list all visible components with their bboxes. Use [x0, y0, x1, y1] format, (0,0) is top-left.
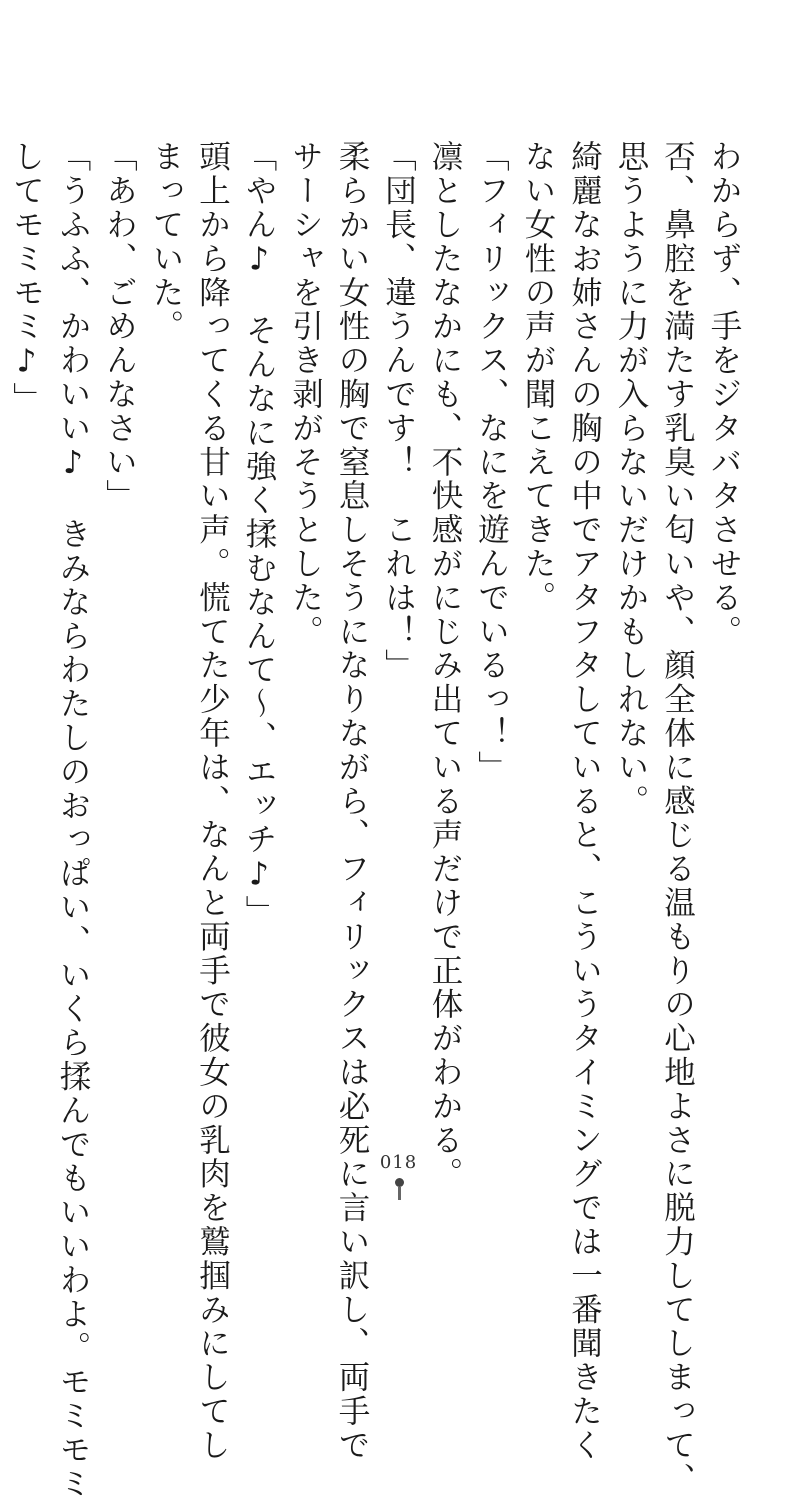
text-line: 「あわ、ごめんなさい」 [101, 140, 138, 513]
text-line: まっていた。 [148, 140, 184, 344]
text-line: 否、鼻腔を満たす乳臭い匂いや、顔全体に感じる温もりの心地よさに脱力してしまって、 [659, 140, 696, 1496]
page-ornament-dot [395, 1178, 404, 1187]
text-line: ない女性の声が聞こえてきた。 [520, 140, 556, 615]
text-line [0, 140, 3, 1100]
page-ornament-stem [398, 1187, 401, 1200]
text-line: 「フィリックス、なにを遊んでいるっ！」 [473, 140, 510, 785]
text-line: 凛としたなかにも、不快感がにじみ出ている声だけで正体がわかる。 [427, 140, 463, 1191]
text-line: 思うように力が入らないだけかもしれない。 [613, 140, 649, 818]
text-line: 「やん♪ そんなに強く揉むなんて～、エッチ♪」 [241, 140, 277, 929]
text-line: してモミモミ♪」 [8, 140, 45, 416]
text-line: 頭上から降ってくる甘い声。慌てた少年は、なんと両手で彼女の乳肉を鷲掴みにしてし [194, 140, 231, 1463]
page-number: 018 [379, 1152, 418, 1173]
text-line: 柔らかい女性の胸で窒息しそうになりながら、フィリックスは必死に言い訳し、両手で [334, 140, 370, 1463]
text-line: 「うふふ、かわいい♪ きみならわたしのおっぱい、いくら揉んでもいいわよ。モミモミ [55, 140, 91, 1501]
text-line: サーシャを引き剥がそうとした。 [287, 140, 324, 649]
text-line: わからず、手をジタバタさせる。 [706, 140, 742, 649]
text-line: 綺麗なお姉さんの胸の中でアタフタしていると、こういうタイミングでは一番聞きたく [566, 140, 603, 1463]
text-line: 「団長、違うんです！ これは！」 [380, 140, 417, 683]
